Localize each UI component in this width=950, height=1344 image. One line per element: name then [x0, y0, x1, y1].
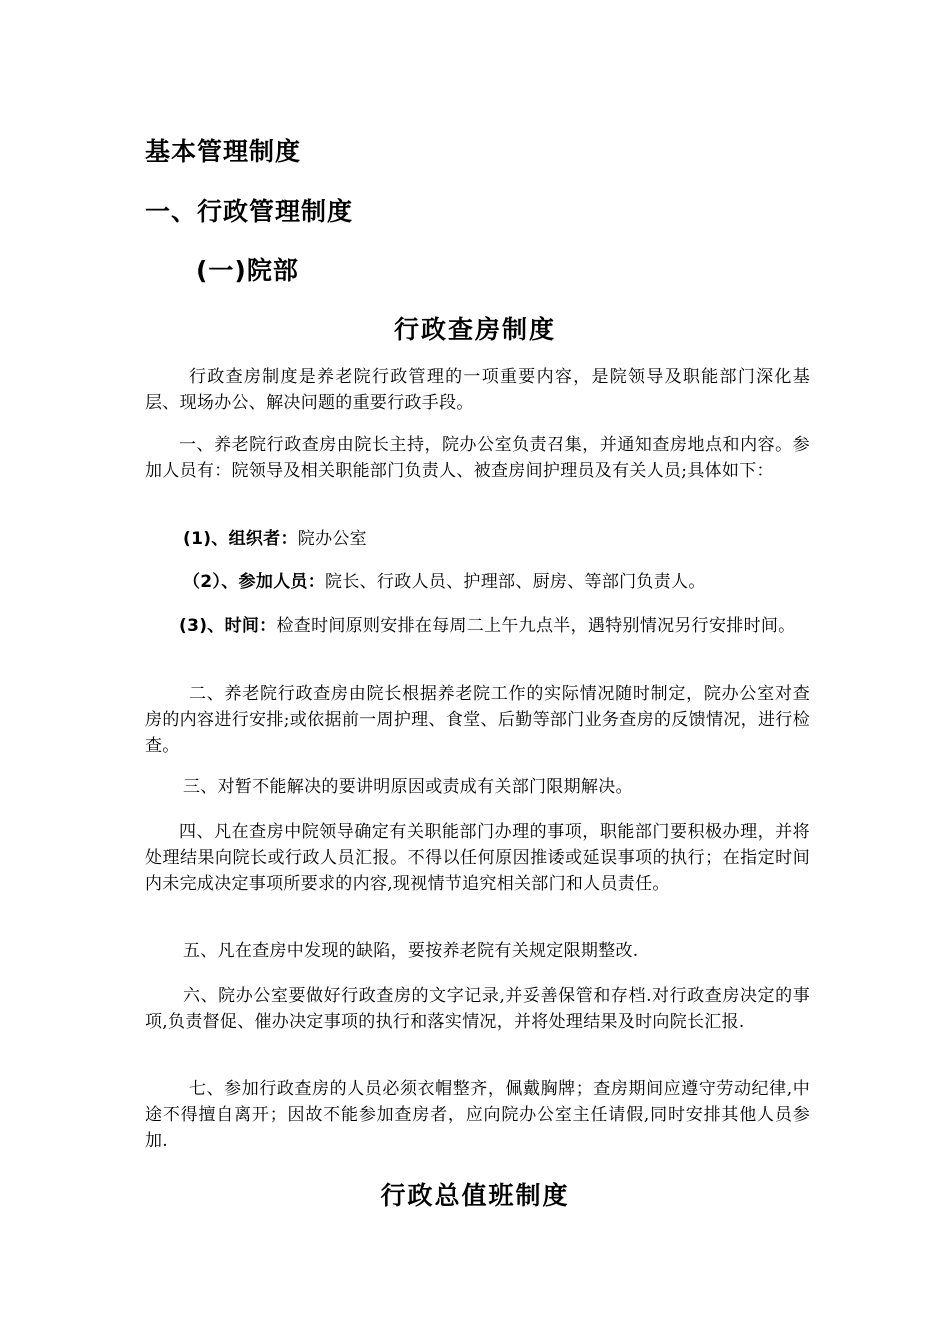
heading-section-one: 一、行政管理制度 — [145, 197, 354, 226]
item-one-paragraph: 一、养老院行政查房由院长主持，院办公室负责召集，并通知查房地点和内容。参加人员有：院领导及相关职能部门负责人、被查房间护理员及有关人员;具体如下： — [145, 435, 810, 481]
sub-item-time-text: 检查时间原则安排在每周二上午九点半，遇特别情况另行安排时间。 — [276, 616, 796, 636]
item-seven-paragraph: 七、参加行政查房的人员必须衣帽整齐，佩戴胸牌；查房期间应遵守劳动纪律,中途不得擅自离开；因故不能参加查房者，应向院办公室主任请假,同时安排其他人员参加. — [145, 1079, 810, 1151]
item-five-paragraph: 五、凡在查房中发现的缺陷，要按养老院有关规定限期整改. — [183, 941, 639, 961]
sub-item-time — [145, 613, 810, 639]
sub-item-organizer — [145, 526, 810, 552]
item-four-paragraph: 四、凡在查房中院领导确定有关职能部门办理的事项，职能部门要积极办理，并将处理结果向院长或行政人员汇报。不得以任何原因推诿或延误事项的执行；在指定时间内未完成决定事项所要求的内容,现视情节追究相关部门和人员责任。 — [145, 822, 810, 894]
title-admin-duty: 行政总值班制度 — [380, 1181, 570, 1210]
sub-item-organizer-label: (1)、组织者： — [183, 529, 298, 549]
sub-item-participants — [145, 569, 810, 595]
intro-paragraph: 行政查房制度是养老院行政管理的一项重要内容，是院领导及职能部门深化基层、现场办公、解决问题的重要行政手段。 — [145, 367, 810, 413]
item-three-paragraph: 三、对暂不能解决的要讲明原因或责成有关部门限期解决。 — [183, 777, 633, 797]
sub-item-time-label: (3)、时间： — [179, 616, 277, 636]
heading-main: 基本管理制度 — [145, 137, 302, 166]
heading-subsection: (一)院部 — [196, 256, 299, 285]
item-two-paragraph: 二、养老院行政查房由院长根据养老院工作的实际情况随时制定，院办公室对查房的内容进行安排;或依据前一周护理、食堂、后勤等部门业务查房的反馈情况，进行检查。 — [145, 684, 810, 756]
sub-item-organizer-text: 院办公室 — [297, 529, 367, 549]
sub-item-participants-label: （2）、参加人员： — [183, 572, 326, 592]
title-admin-rounds: 行政查房制度 — [393, 315, 556, 344]
sub-item-participants-text: 院长、行政人员、护理部、厨房、等部门负责人。 — [325, 572, 706, 592]
item-six-paragraph: 六、院办公室要做好行政查房的文字记录,并妥善保管和存档.对行政查房决定的事项,负责督促、催办决定事项的执行和落实情况，并将处理结果及时向院长汇报. — [145, 986, 810, 1032]
